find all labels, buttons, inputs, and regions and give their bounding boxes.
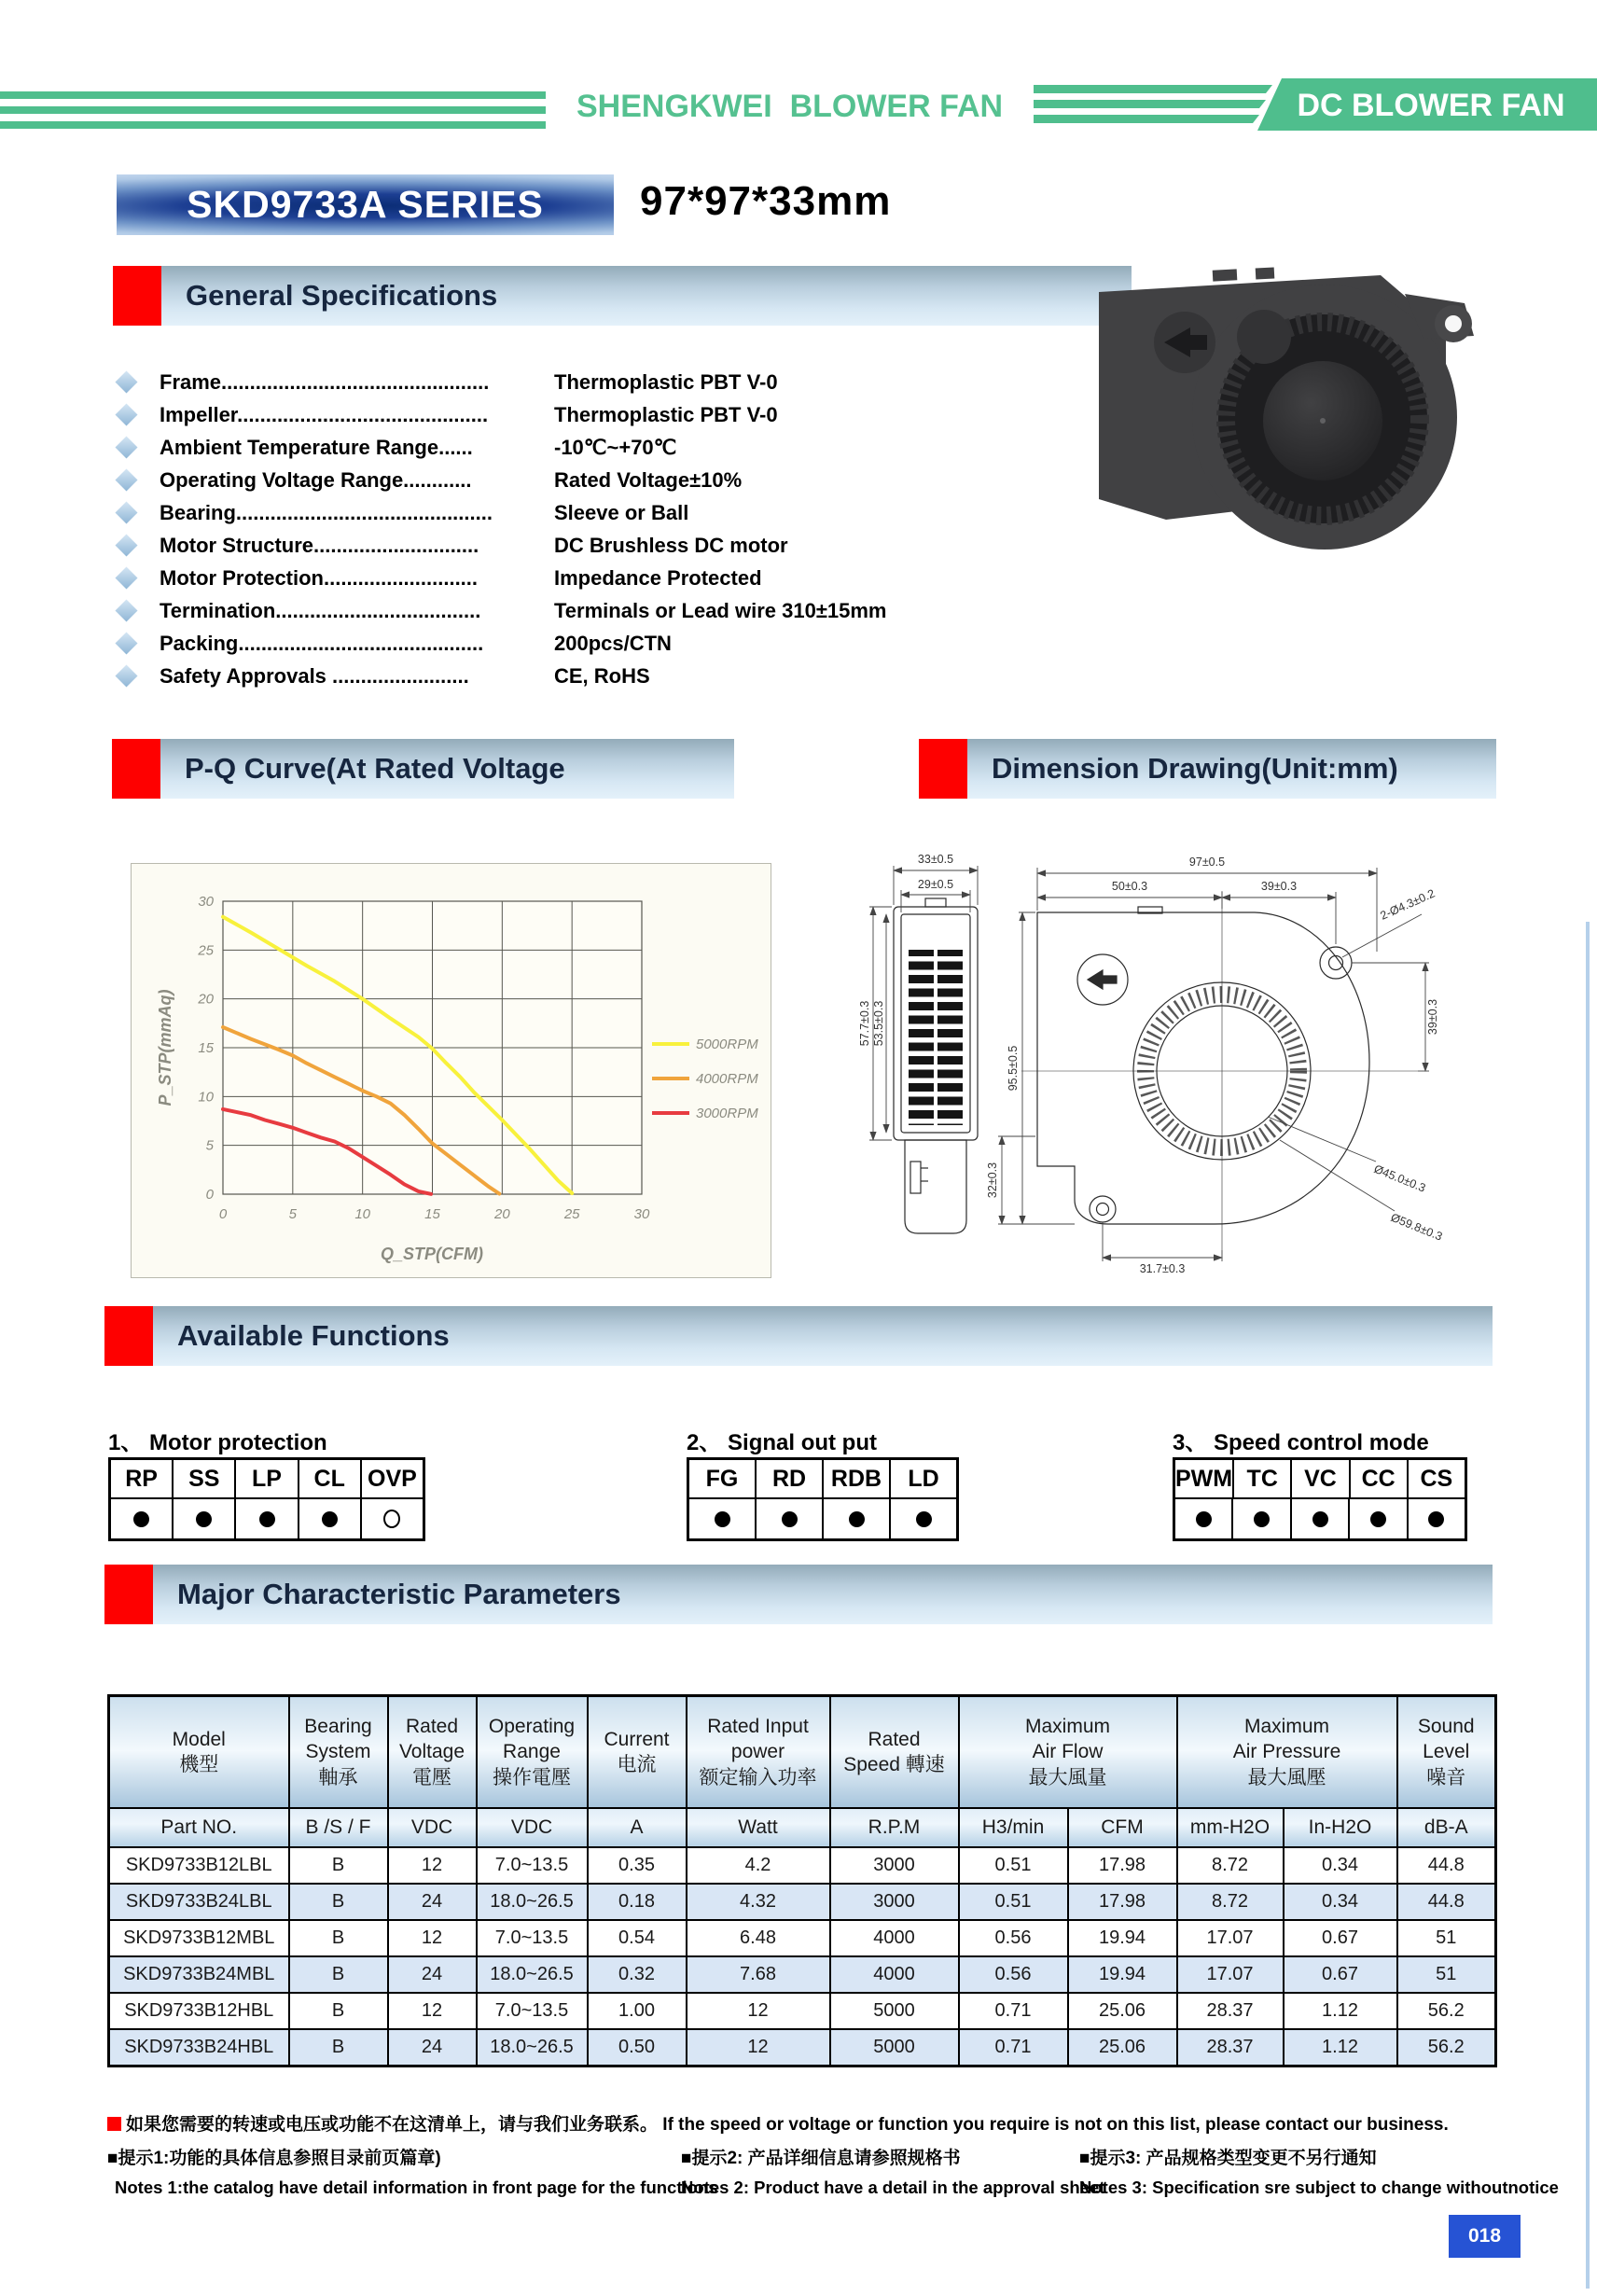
diamond-bullet-icon	[115, 468, 137, 491]
section-pq-label: P-Q Curve(At Rated Voltage	[185, 752, 565, 785]
spec-label: Packing...........................................	[160, 631, 484, 655]
param-header-cell: Rated Voltage 電壓	[388, 1696, 477, 1809]
spec-value: Sleeve or Ball	[554, 500, 689, 524]
dim-label: 32±0.3	[986, 1162, 999, 1199]
front-dim-lines	[998, 868, 1429, 1261]
red-square-icon	[113, 266, 161, 326]
param-header-cell: Bearing System 軸承	[289, 1696, 388, 1809]
x-tick-label: 5	[288, 1206, 298, 1222]
param-cell: 1.00	[588, 1993, 687, 2029]
param-cell: 12	[388, 1847, 477, 1884]
y-tick-label: 25	[198, 942, 214, 959]
filled-dot-icon	[1312, 1511, 1328, 1527]
spec-list	[118, 366, 1051, 692]
x-tick-label: 30	[633, 1206, 650, 1222]
dim-label: 95.5±0.5	[1007, 1045, 1020, 1092]
function-mark	[1292, 1499, 1350, 1538]
legend-label: 3000RPM	[696, 1106, 758, 1121]
spec-row	[118, 660, 1051, 692]
dim-label: 39±0.3	[1426, 998, 1439, 1036]
spec-value: 200pcs/CTN	[554, 631, 672, 655]
filled-dot-icon	[715, 1511, 730, 1527]
function-col-CC: CC	[1351, 1460, 1409, 1499]
section-parameters	[104, 1565, 1493, 1624]
param-unit-cell: VDC	[477, 1808, 588, 1847]
function-col-RP: RP	[111, 1460, 174, 1499]
param-cell: 8.72	[1177, 1884, 1284, 1920]
diamond-bullet-icon	[115, 599, 137, 621]
function-col-SS: SS	[174, 1460, 236, 1499]
motor-protection-group	[108, 1424, 425, 1541]
function-group-title: 2、 Signal out put	[687, 1430, 877, 1455]
spec-label: Motor Protection...........................	[160, 565, 479, 590]
param-header-cell: Rated Input power 额定输入功率	[687, 1696, 830, 1809]
filled-dot-icon	[322, 1511, 338, 1527]
dim-label: 53.5±0.3	[872, 1000, 885, 1047]
function-mark	[1350, 1499, 1408, 1538]
param-data-row	[109, 1920, 1496, 1956]
spec-row	[118, 627, 1051, 660]
y-tick-label: 30	[198, 894, 214, 910]
front-view	[1021, 891, 1418, 1250]
tip3: ■提示3: 产品规格类型变更不另行通知	[1079, 2149, 1377, 2168]
dim-label: 29±0.5	[917, 878, 954, 891]
series-title-box	[117, 174, 614, 235]
open-circle-icon	[383, 1510, 400, 1528]
filled-dot-icon	[1370, 1511, 1386, 1527]
param-cell: SKD9733B24LBL	[109, 1884, 289, 1920]
red-square-icon	[919, 739, 967, 799]
param-header-cell: Model 機型	[109, 1696, 289, 1809]
param-cell: B	[289, 1956, 388, 1993]
param-cell: 17.98	[1068, 1884, 1177, 1920]
filled-dot-icon	[849, 1511, 865, 1527]
dc-banner	[1026, 77, 1597, 131]
param-cell: 0.51	[959, 1847, 1068, 1884]
function-dot-row	[111, 1499, 423, 1538]
function-col-TC: TC	[1234, 1460, 1292, 1499]
contact-note-zh: 如果您需要的转速或电压或功能不在这清单上，请与我们业务联系。	[126, 2115, 659, 2135]
function-mark	[111, 1499, 174, 1538]
param-cell: 18.0~26.5	[477, 1884, 588, 1920]
param-cell: 56.2	[1397, 1993, 1496, 2029]
param-cell: 0.54	[588, 1920, 687, 1956]
x-tick-label: 25	[563, 1206, 580, 1222]
filled-dot-icon	[133, 1511, 149, 1527]
param-cell: SKD9733B12HBL	[109, 1993, 289, 2029]
spec-label: Ambient Temperature Range......	[160, 435, 473, 459]
param-cell: 5000	[830, 1993, 959, 2029]
spec-row	[118, 464, 1051, 496]
param-cell: 0.34	[1284, 1884, 1397, 1920]
page-number: 018	[1467, 2225, 1502, 2247]
x-tick-label: 20	[493, 1206, 510, 1222]
speed-control-group	[1173, 1424, 1467, 1541]
spec-value: DC Brushless DC motor	[554, 533, 788, 557]
param-cell: 19.94	[1068, 1956, 1177, 1993]
function-col-PWM: PWM	[1175, 1460, 1234, 1499]
function-mark	[757, 1499, 824, 1538]
spec-row	[118, 562, 1051, 594]
spec-label: Bearing.............................................	[160, 500, 493, 524]
page-number-badge	[1449, 2215, 1521, 2258]
param-cell: 1.12	[1284, 1993, 1397, 2029]
spec-label: Safety Approvals ........................	[160, 663, 469, 688]
spec-row	[118, 594, 1051, 627]
note1-en: Notes 1:the catalog have detail information in front page for the functions	[115, 2178, 718, 2197]
function-group-title: 1、 Motor protection	[108, 1430, 327, 1455]
vent-slats	[909, 950, 934, 1125]
legend-label: 4000RPM	[696, 1071, 758, 1087]
diamond-bullet-icon	[115, 436, 137, 458]
spec-value: Thermoplastic PBT V-0	[554, 402, 778, 426]
function-col-OVP: OVP	[362, 1460, 423, 1499]
function-mark	[689, 1499, 757, 1538]
param-cell: 0.51	[959, 1884, 1068, 1920]
param-cell: 7.68	[687, 1956, 830, 1993]
function-mark	[1175, 1499, 1233, 1538]
param-unit-cell: dB-A	[1397, 1808, 1496, 1847]
function-mark	[1409, 1499, 1465, 1538]
function-dot-row	[689, 1499, 956, 1538]
series-title: SKD9733A SERIES	[187, 183, 544, 226]
contact-note-en: If the speed or voltage or function you require is not on this list, please contact our business.	[658, 2115, 1449, 2135]
dim-label: 31.7±0.3	[1139, 1262, 1186, 1275]
pq-curve-chart	[131, 863, 771, 1278]
red-square-icon	[112, 739, 160, 799]
param-cell: 17.07	[1177, 1920, 1284, 1956]
function-mark	[236, 1499, 299, 1538]
param-cell: 1.12	[1284, 2029, 1397, 2066]
x-tick-label: 0	[218, 1206, 228, 1222]
dim-label: 39±0.3	[1260, 880, 1298, 893]
spec-row	[118, 496, 1051, 529]
spec-value: -10℃~+70℃	[554, 435, 677, 459]
param-unit-cell: Part NO.	[109, 1808, 289, 1847]
filled-dot-icon	[1254, 1511, 1270, 1527]
param-cell: SKD9733B12MBL	[109, 1920, 289, 1956]
diamond-bullet-icon	[115, 534, 137, 556]
note2-en: Notes 2: Product have a detail in the approval sheet	[681, 2178, 1105, 2197]
section-parameters-label: Major Characteristic Parameters	[177, 1578, 621, 1610]
param-cell: 0.18	[588, 1884, 687, 1920]
dim-label: 2-Ø4.3±0.2	[1378, 886, 1437, 923]
function-col-RDB: RDB	[824, 1460, 891, 1499]
note3-en: Notes 3: Specification sre subject to change withoutnotice	[1079, 2178, 1559, 2197]
function-header-row	[111, 1460, 423, 1499]
param-cell: 17.07	[1177, 1956, 1284, 1993]
header-triple-lines	[0, 91, 546, 129]
y-tick-label: 0	[205, 1187, 214, 1203]
param-cell: 56.2	[1397, 2029, 1496, 2066]
y-tick-label: 10	[198, 1089, 214, 1106]
param-cell: 12	[687, 2029, 830, 2066]
y-tick-label: 15	[198, 1040, 214, 1056]
param-cell: 25.06	[1068, 2029, 1177, 2066]
x-axis-label: Q_STP(CFM)	[381, 1245, 483, 1263]
parameters-table	[107, 1694, 1497, 2067]
param-cell: 7.0~13.5	[477, 1993, 588, 2029]
section-functions-label: Available Functions	[177, 1319, 450, 1352]
diamond-bullet-icon	[115, 664, 137, 687]
speed-control-table	[1173, 1457, 1467, 1541]
param-cell: 17.98	[1068, 1847, 1177, 1884]
param-cell: SKD9733B12LBL	[109, 1847, 289, 1884]
spec-value: Impedance Protected	[554, 565, 762, 590]
page-edge-line	[1586, 922, 1590, 2289]
red-square-icon	[104, 1306, 153, 1366]
param-cell: 3000	[830, 1847, 959, 1884]
param-cell: B	[289, 1847, 388, 1884]
dim-label: 33±0.5	[917, 853, 954, 866]
function-col-VC: VC	[1292, 1460, 1350, 1499]
motor-protection-table	[108, 1457, 425, 1541]
section-functions	[104, 1306, 1493, 1366]
function-col-RD: RD	[757, 1460, 824, 1499]
banner-stripe	[1034, 85, 1272, 93]
spec-row	[118, 529, 1051, 562]
param-cell: 4000	[830, 1956, 959, 1993]
param-cell: 0.56	[959, 1956, 1068, 1993]
spec-value: Thermoplastic PBT V-0	[554, 369, 778, 394]
param-data-row	[109, 2029, 1496, 2066]
diamond-bullet-icon	[115, 501, 137, 523]
section-general	[113, 266, 1132, 326]
function-col-LP: LP	[236, 1460, 299, 1499]
param-header-cell: Operating Range 操作電壓	[477, 1696, 588, 1809]
contact-note	[107, 2110, 1449, 2136]
spec-label: Frame...............................................	[160, 369, 490, 394]
param-cell: 0.50	[588, 2029, 687, 2066]
dim-label: 57.7±0.3	[858, 1000, 871, 1047]
param-unit-cell: H3/min	[959, 1808, 1068, 1847]
filled-dot-icon	[196, 1511, 212, 1527]
diamond-bullet-icon	[115, 370, 137, 393]
param-cell: 28.37	[1177, 2029, 1284, 2066]
param-cell: SKD9733B24HBL	[109, 2029, 289, 2066]
red-bullet-icon	[107, 2117, 121, 2131]
function-header-row	[1175, 1460, 1465, 1499]
filled-dot-icon	[1196, 1511, 1212, 1527]
spec-value: CE, RoHS	[554, 663, 650, 688]
function-col-CL: CL	[299, 1460, 362, 1499]
param-unit-cell: VDC	[388, 1808, 477, 1847]
size-title: 97*97*33mm	[640, 178, 892, 224]
dim-label: Ø59.8±0.3	[1388, 1210, 1445, 1244]
param-unit-cell: In-H2O	[1284, 1808, 1397, 1847]
param-cell: B	[289, 2029, 388, 2066]
diamond-bullet-icon	[115, 566, 137, 589]
legend-label: 5000RPM	[696, 1037, 758, 1052]
filled-dot-icon	[259, 1511, 275, 1527]
param-cell: 28.37	[1177, 1993, 1284, 2029]
param-unit-cell: R.P.M	[830, 1808, 959, 1847]
diamond-bullet-icon	[115, 403, 137, 425]
param-unit-cell: A	[588, 1808, 687, 1847]
function-group-title: 3、 Speed control mode	[1173, 1430, 1429, 1455]
param-unit-cell: B /S / F	[289, 1808, 388, 1847]
param-unit-cell: mm-H2O	[1177, 1808, 1284, 1847]
param-cell: 5000	[830, 2029, 959, 2066]
y-axis-label: P_STP(mmAq)	[156, 989, 174, 1106]
param-cell: B	[289, 1993, 388, 2029]
param-cell: 44.8	[1397, 1884, 1496, 1920]
fan-product-photo	[1073, 182, 1502, 560]
param-data-row	[109, 1884, 1496, 1920]
param-data-row	[109, 1847, 1496, 1884]
tip2: ■提示2: 产品详细信息请参照规格书	[681, 2149, 961, 2168]
function-mark	[1233, 1499, 1291, 1538]
tip1: ■提示1:功能的具体信息参照目录前页篇章)	[107, 2149, 441, 2168]
param-header-cell: Maximum Air Pressure 最大風壓	[1177, 1696, 1397, 1809]
param-unit-cell: CFM	[1068, 1808, 1177, 1847]
param-cell: 0.56	[959, 1920, 1068, 1956]
param-cell: 0.67	[1284, 1956, 1397, 1993]
param-cell: 0.35	[588, 1847, 687, 1884]
param-cell: 12	[687, 1993, 830, 2029]
y-tick-label: 20	[198, 991, 214, 1008]
vent-slats	[937, 950, 963, 1125]
param-cell: 4.32	[687, 1884, 830, 1920]
param-cell: 7.0~13.5	[477, 1920, 588, 1956]
function-header-row	[689, 1460, 956, 1499]
param-cell: 24	[388, 1884, 477, 1920]
spec-label: Motor Structure.............................	[160, 533, 479, 557]
spec-label: Operating Voltage Range............	[160, 467, 472, 492]
param-cell: SKD9733B24MBL	[109, 1956, 289, 1993]
banner-stripe	[1034, 100, 1266, 108]
dim-label: 50±0.3	[1111, 880, 1148, 893]
side-view	[894, 898, 978, 1233]
signal-output-table	[687, 1457, 959, 1541]
function-mark	[174, 1499, 236, 1538]
param-cell: 51	[1397, 1920, 1496, 1956]
function-mark	[362, 1499, 423, 1538]
x-tick-label: 10	[354, 1206, 371, 1222]
diamond-bullet-icon	[115, 632, 137, 654]
param-cell: 12	[388, 1920, 477, 1956]
param-cell: 18.0~26.5	[477, 1956, 588, 1993]
param-header-row1	[109, 1696, 1496, 1809]
function-mark	[891, 1499, 956, 1538]
filled-dot-icon	[916, 1511, 932, 1527]
param-cell: 0.32	[588, 1956, 687, 1993]
function-col-LD: LD	[891, 1460, 956, 1499]
param-cell: 0.71	[959, 2029, 1068, 2066]
function-mark	[824, 1499, 891, 1538]
airflow-arrow-icon	[1088, 970, 1117, 989]
filled-dot-icon	[1428, 1511, 1444, 1527]
banner-stripe	[1034, 115, 1259, 123]
dc-banner-label: DC BLOWER FAN	[1297, 88, 1565, 123]
param-cell: 7.0~13.5	[477, 1847, 588, 1884]
param-data-row	[109, 1956, 1496, 1993]
dim-label: 97±0.5	[1188, 856, 1226, 869]
param-header-row2	[109, 1808, 1496, 1847]
spec-row	[118, 431, 1051, 464]
param-header-cell: Current 电流	[588, 1696, 687, 1809]
function-dot-row	[1175, 1499, 1465, 1538]
function-col-CS: CS	[1409, 1460, 1465, 1499]
param-cell: 6.48	[687, 1920, 830, 1956]
signal-output-group	[687, 1424, 959, 1541]
param-cell: 19.94	[1068, 1920, 1177, 1956]
function-mark	[299, 1499, 362, 1538]
param-cell: 44.8	[1397, 1847, 1496, 1884]
spec-label: Termination....................................	[160, 598, 481, 622]
x-tick-label: 15	[424, 1206, 440, 1222]
param-cell: 0.71	[959, 1993, 1068, 2029]
section-pq-curve	[112, 739, 734, 799]
param-cell: 0.34	[1284, 1847, 1397, 1884]
param-cell: 8.72	[1177, 1847, 1284, 1884]
brand-title: SHENGKWEI BLOWER FAN	[576, 89, 1004, 124]
param-header-cell: Maximum Air Flow 最大風量	[959, 1696, 1177, 1809]
spec-value: Terminals or Lead wire 310±15mm	[554, 598, 887, 622]
param-unit-cell: Watt	[687, 1808, 830, 1847]
param-cell: B	[289, 1920, 388, 1956]
dim-label: Ø45.0±0.3	[1371, 1162, 1428, 1195]
param-cell: 3000	[830, 1884, 959, 1920]
param-header-cell: Sound Level 噪音	[1397, 1696, 1496, 1809]
section-dimension-label: Dimension Drawing(Unit:mm)	[992, 752, 1398, 785]
filled-dot-icon	[782, 1511, 798, 1527]
spec-value: Rated Voltage±10%	[554, 467, 743, 492]
section-dimension	[919, 739, 1496, 799]
param-cell: 4000	[830, 1920, 959, 1956]
spec-row	[118, 366, 1051, 398]
section-general-label: General Specifications	[186, 279, 498, 312]
param-data-row	[109, 1993, 1496, 2029]
param-header-cell: Rated Speed 轉速	[830, 1696, 959, 1809]
param-cell: 24	[388, 2029, 477, 2066]
function-col-FG: FG	[689, 1460, 757, 1499]
param-cell: 12	[388, 1993, 477, 2029]
param-cell: 51	[1397, 1956, 1496, 1993]
param-cell: B	[289, 1884, 388, 1920]
red-square-icon	[104, 1565, 153, 1624]
param-cell: 24	[388, 1956, 477, 1993]
param-cell: 4.2	[687, 1847, 830, 1884]
spec-label: Impeller............................................	[160, 402, 489, 426]
param-cell: 18.0~26.5	[477, 2029, 588, 2066]
spec-row	[118, 398, 1051, 431]
param-cell: 25.06	[1068, 1993, 1177, 2029]
dimension-drawing	[858, 840, 1502, 1283]
y-tick-label: 5	[205, 1137, 214, 1154]
mount-hole	[1445, 315, 1462, 332]
param-cell: 0.67	[1284, 1920, 1397, 1956]
